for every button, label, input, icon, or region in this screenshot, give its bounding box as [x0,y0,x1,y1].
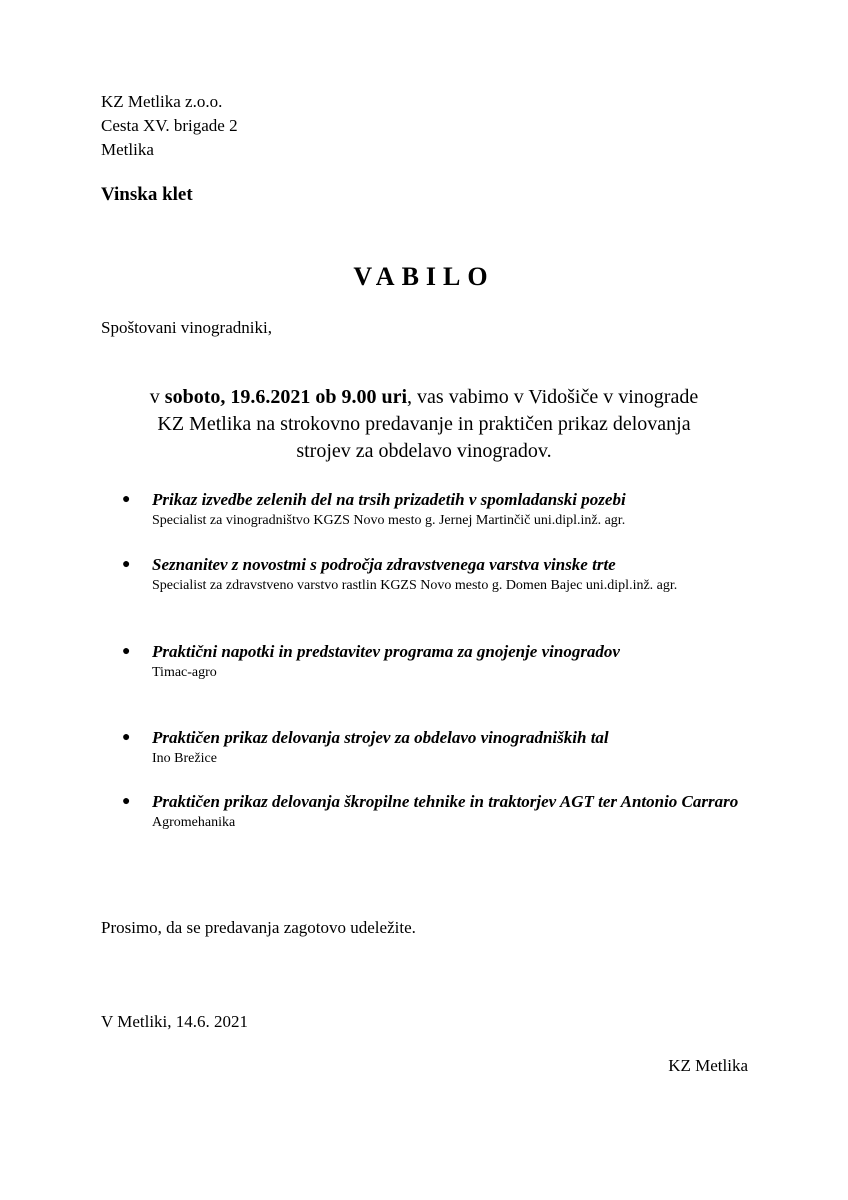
section-title: Vinska klet [101,184,193,205]
sender-address [101,90,238,162]
program-item [122,727,752,768]
invitation-intro [100,384,748,465]
program-item-speaker: Ino Brežice [152,751,217,766]
intro-line-1-rest: , vas vabimo v Vidošiče v vinograde [407,386,699,408]
program-item-speaker: Specialist za zdravstveno varstvo rastlin KGZS Novo mesto g. Domen Bajec uni.dipl.inž. agr. [152,578,678,593]
closing-text: Prosimo, da se predavanja zagotovo udeležite. [101,918,416,937]
intro-line-2: KZ Metlika na strokovno predavanje in praktičen prikaz delovanja [157,413,691,435]
program-item [122,791,752,832]
program-item [122,641,752,682]
signature: KZ Metlika [668,1056,748,1075]
program-item-title: Praktičen prikaz delovanja škropilne tehnike in traktorjev AGT ter Antonio Carraro [152,792,739,811]
bullet-icon: ● [122,492,131,507]
bullet-icon: ● [122,644,131,659]
program-item-title: Seznanitev z novostmi s področja zdravstvenega varstva vinske trte [152,555,616,574]
greeting: Spoštovani vinogradniki, [101,318,272,337]
program-item-speaker: Specialist za vinogradništvo KGZS Novo mesto g. Jernej Martinčič uni.dipl.inž. agr. [152,513,626,528]
sender-name: KZ Metlika z.o.o. [101,92,223,111]
program-item-speaker: Agromehanika [152,815,236,830]
intro-line-1 [100,384,748,411]
bullet-icon: ● [122,730,131,745]
bullet-icon: ● [122,557,131,572]
program-item-speaker: Timac-agro [152,665,217,680]
intro-prefix: v [149,386,165,408]
sender-city: Metlika [101,140,154,159]
program-item-title: Praktičen prikaz delovanja strojev za obdelavo vinogradniških tal [152,728,609,747]
program-item-title: Prikaz izvedbe zelenih del na trsih prizadetih v spomladanski pozebi [152,490,626,509]
program-item [122,489,752,530]
program-item [122,554,752,595]
intro-date-time: soboto, 19.6.2021 ob 9.00 uri [164,386,408,408]
sender-street: Cesta XV. brigade 2 [101,116,238,135]
program-item-title: Praktični napotki in predstavitev programa za gnojenje vinogradov [152,642,620,661]
document-title: VABILO [353,262,495,291]
place-date: V Metliki, 14.6. 2021 [101,1012,249,1031]
bullet-icon: ● [122,794,131,809]
intro-line-3: strojev za obdelavo vinogradov. [296,440,552,462]
